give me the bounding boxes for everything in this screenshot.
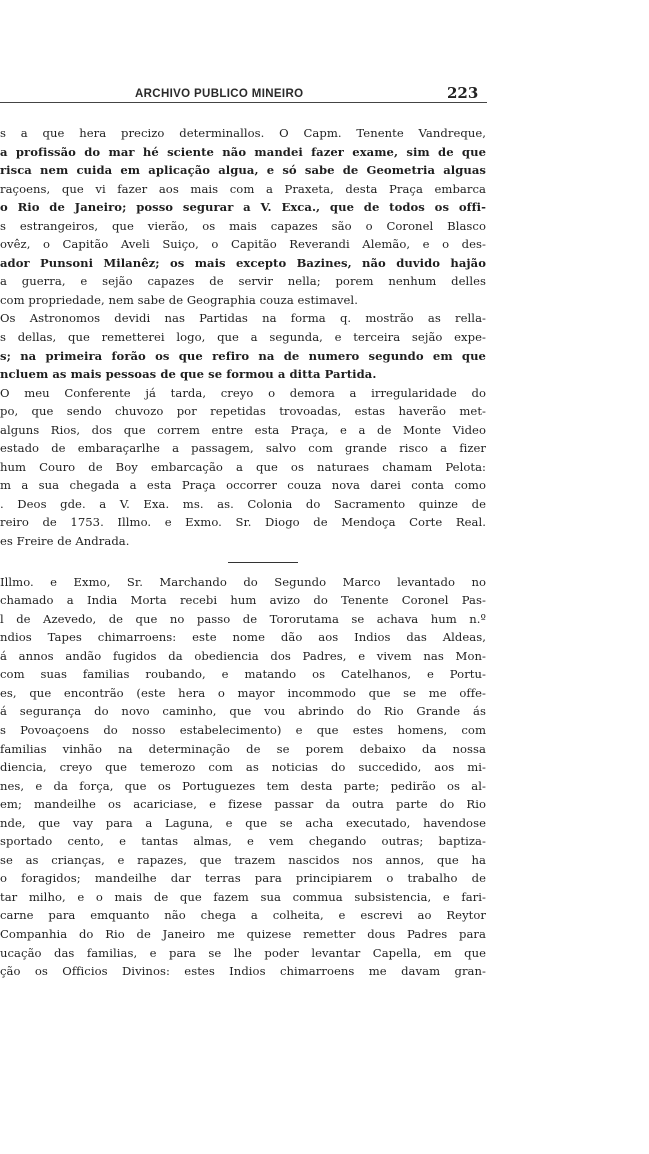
text-line: o Rio de Janeiro; posso segurar a V. Exca., que de todos os offi- (0, 200, 486, 215)
text-line: a guerra, e sejão capazes de servir nella; porem nenhum delles (0, 274, 486, 289)
text-line: hum Couro de Boy embarcação a que os naturaes chamam Pelota: (0, 459, 486, 474)
text-line: es Freire de Andrada. (0, 534, 130, 549)
text-line: s estrangeiros, que vierão, os mais capazes são o Coronel Blasco (0, 218, 486, 233)
page-number: 223 (447, 84, 479, 102)
text-line: se as crianças, e rapazes, que trazem nascidos nos annos, que ha (0, 852, 486, 867)
text-line: sportado cento, e tantas almas, e vem chegando outras; baptiza- (0, 834, 486, 849)
text-line: reiro de 1753. Illmo. e Exmo. Sr. Diogo de Mendoça Corte Real. (0, 515, 486, 530)
text-line: ovêz, o Capitão Aveli Suiço, o Capitão Reverandi Alemão, e o des- (0, 237, 486, 252)
text-line: chamado a India Morta recebi hum avizo do Tenente Coronel Pas- (0, 593, 486, 608)
text-line: s; na primeira forão os que refiro na de numero segundo em que (0, 348, 486, 363)
text-line: ncluem as mais pessoas de que se formou a ditta Partida. (0, 367, 377, 382)
body-text (0, 124, 486, 981)
text-line: nes, e da força, que os Portuguezes tem desta parte; pedirão os al- (0, 778, 486, 793)
text-line: s Povoaçoens do nosso estabelecimento) e que estes homens, com (0, 722, 486, 737)
text-line: O meu Conferente já tarda, creyo o demora a irregularidade do (0, 385, 486, 400)
text-line: Illmo. e Exmo, Sr. Marchando do Segundo Marco levantado no (0, 574, 486, 589)
page-header (0, 84, 490, 104)
text-line: s dellas, que remetterei logo, que a segunda, e terceira sejão expe- (0, 330, 486, 345)
text-line: em; mandeilhe os acariciase, e fizese passar da outra parte do Rio (0, 797, 486, 812)
text-line: . Deos gde. a V. Exa. ms. as. Colonia do Sacramento quinze de (0, 496, 486, 511)
text-line: Companhia do Rio de Janeiro me quizese remetter dous Padres para (0, 926, 486, 941)
text-line: ndios Tapes chimarroens: este nome dão aos Indios das Aldeas, (0, 630, 486, 645)
letter-section-1 (0, 124, 486, 551)
text-line: o foragidos; mandeilhe dar terras para principiarem o trabalho de (0, 871, 486, 886)
section-divider (228, 562, 298, 563)
text-line: ucação das familias, e para se lhe poder levantar Capella, em que (0, 945, 486, 960)
text-line: ador Punsoni Milanêz; os mais excepto Bazines, não duvido hajão (0, 255, 486, 270)
header-rule (0, 102, 487, 103)
text-line: estado de embaraçarlhe a passagem, salvo com grande risco a fizer (0, 441, 486, 456)
text-line: diencia, creyo que temerozo com as noticias do succedido, aos mi- (0, 760, 486, 775)
text-line: alguns Rios, dos que correm entre esta Praça, e a de Monte Video (0, 422, 486, 437)
text-line: com suas familias roubando, e matando os Catelhanos, e Portu- (0, 667, 486, 682)
text-line: po, que sendo chuvozo por repetidas trovoadas, estas haverão met- (0, 404, 486, 419)
text-line: m a sua chegada a esta Praça occorrer couza nova darei conta como (0, 478, 486, 493)
letter-section-2 (0, 573, 486, 981)
text-line: familias vinhão na determinação de se porem debaixo da nossa (0, 741, 486, 756)
text-line: raçoens, que vi fazer aos mais com a Praxeta, desta Praça embarca (0, 181, 486, 196)
text-line: á segurança do novo caminho, que vou abrindo do Rio Grande ás (0, 704, 486, 719)
text-line: Os Astronomos devidi nas Partidas na forma q. mostrão as rella- (0, 311, 486, 326)
text-line: carne para emquanto não chega a colheita, e escrevi ao Reytor (0, 908, 486, 923)
running-head: ARCHIVO PUBLICO MINEIRO (135, 88, 304, 100)
text-line: nde, que vay para a Laguna, e que se acha executado, havendose (0, 815, 486, 830)
text-line: tar milho, e o mais de que fazem sua commua subsistencia, e fari- (0, 889, 486, 904)
text-line: com propriedade, nem sabe de Geographia couza estimavel. (0, 292, 358, 307)
text-line: á annos andão fugidos da obediencia dos Padres, e vivem nas Mon- (0, 648, 486, 663)
text-line: s a que hera precizo determinallos. O Capm. Tenente Vandreque, (0, 126, 486, 140)
text-line: es, que encontrão (este hera o mayor incommodo que se me offe- (0, 685, 486, 700)
text-line: a profissão do mar hé sciente não mandei fazer exame, sim de que (0, 144, 486, 159)
text-line: ção os Officios Divinos: estes Indios chimarroens me davam gran- (0, 964, 486, 979)
text-line: l de Azevedo, de que no passo de Tororutama se achava hum n.º (0, 611, 486, 626)
text-line: risca nem cuida em aplicação algua, e só sabe de Geometria alguas (0, 163, 486, 178)
